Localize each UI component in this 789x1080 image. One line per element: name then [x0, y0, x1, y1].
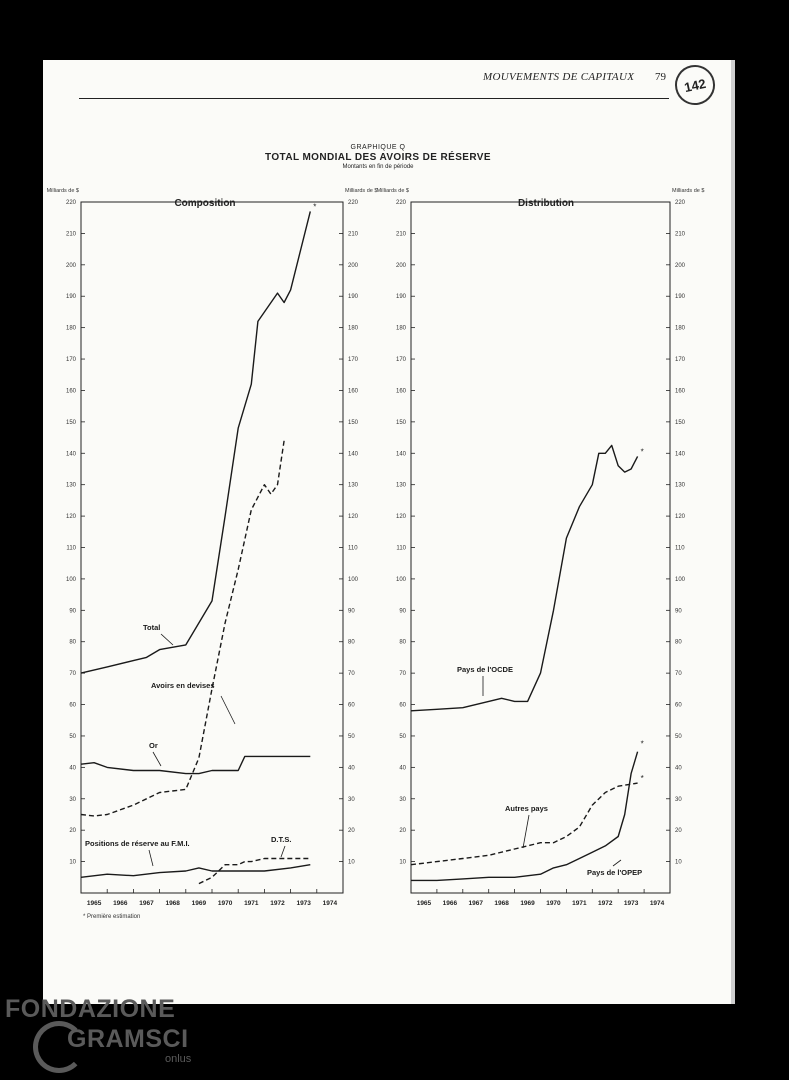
y-tick-label: 70 [69, 671, 76, 678]
y-tick-label: 120 [348, 514, 359, 521]
x-tick-label: 1970 [546, 900, 561, 907]
y-axis-label-right: Milliards de $ [672, 188, 705, 194]
series-leader-line [613, 860, 621, 866]
y-tick-label: 200 [348, 262, 359, 269]
chart-2-frame [411, 202, 670, 893]
watermark-line-3: onlus [165, 1053, 192, 1065]
figure-title: TOTAL MONDIAL DES AVOIRS DE RÉSERVE [265, 152, 491, 163]
series-label: Pays de l'OCDE [457, 665, 513, 674]
x-tick-label: 1972 [598, 900, 613, 907]
series-leader-line [221, 696, 235, 724]
y-tick-label: 100 [395, 576, 406, 583]
y-tick-label: 140 [395, 451, 406, 458]
y-tick-label: 90 [69, 608, 76, 615]
y-tick-label: 170 [395, 357, 406, 364]
y-tick-label: 140 [675, 451, 686, 458]
y-tick-label: 40 [675, 765, 682, 772]
x-tick-label: 1967 [139, 900, 154, 907]
y-tick-label: 120 [65, 514, 76, 521]
y-tick-label: 80 [399, 639, 406, 646]
x-tick-label: 1965 [416, 900, 432, 907]
y-tick-label: 80 [348, 639, 355, 646]
y-tick-label: 50 [399, 733, 406, 740]
y-tick-label: 10 [69, 859, 76, 866]
y-tick-label: 190 [65, 294, 76, 301]
y-tick-label: 220 [348, 200, 359, 206]
y-tick-label: 150 [65, 419, 76, 426]
y-tick-label: 220 [65, 200, 76, 206]
y-tick-label: 190 [395, 294, 406, 301]
y-tick-label: 30 [69, 796, 76, 803]
y-tick-label: 190 [675, 294, 686, 301]
x-tick-label: 1967 [468, 900, 483, 907]
y-tick-label: 100 [675, 576, 686, 583]
y-tick-label: 150 [348, 419, 359, 426]
chart-1-frame [81, 202, 343, 893]
y-tick-label: 20 [399, 828, 406, 835]
charts-canvas [43, 60, 735, 1004]
y-tick-label: 70 [348, 671, 355, 678]
y-axis-label-right: Milliards de $ [345, 188, 378, 194]
y-tick-label: 150 [675, 419, 686, 426]
y-tick-label: 50 [69, 733, 76, 740]
y-tick-label: 40 [348, 765, 355, 772]
series-leader-line [281, 846, 285, 857]
x-tick-label: 1972 [270, 900, 285, 907]
series-line-avoirs-en-devises [81, 441, 284, 816]
x-tick-label: 1968 [494, 900, 509, 907]
series-line-total [81, 211, 310, 673]
y-tick-label: 10 [348, 859, 355, 866]
x-tick-label: 1969 [191, 900, 207, 907]
estimate-marker: * [640, 774, 644, 784]
y-tick-label: 110 [675, 545, 685, 552]
y-tick-label: 180 [65, 325, 76, 332]
series-leader-line [153, 752, 161, 766]
watermark-line-2: GRAMSCI [67, 1025, 189, 1053]
y-axis-label-left: Milliards de $ [376, 188, 409, 194]
y-tick-label: 180 [395, 325, 406, 332]
y-tick-label: 160 [348, 388, 359, 395]
series-leader-line [149, 850, 153, 866]
y-tick-label: 90 [399, 608, 406, 615]
y-tick-label: 50 [675, 733, 682, 740]
y-tick-label: 30 [399, 796, 406, 803]
y-tick-label: 20 [675, 828, 682, 835]
y-tick-label: 90 [675, 608, 682, 615]
x-tick-label: 1974 [649, 900, 665, 907]
y-tick-label: 200 [65, 262, 76, 269]
y-tick-label: 110 [396, 545, 406, 552]
x-tick-label: 1966 [442, 900, 458, 907]
y-tick-label: 130 [348, 482, 359, 489]
estimate-marker: * [640, 739, 644, 749]
series-line-positions-de-r-serve-au-f-m-i [81, 865, 310, 878]
x-tick-label: 1974 [322, 900, 338, 907]
figure-subtitle: Montants en fin de période [342, 164, 414, 170]
y-tick-label: 30 [348, 796, 355, 803]
y-tick-label: 140 [348, 451, 359, 458]
x-tick-label: 1965 [86, 900, 102, 907]
y-tick-label: 80 [675, 639, 682, 646]
y-tick-label: 130 [65, 482, 76, 489]
y-tick-label: 180 [348, 325, 359, 332]
series-line-pays-de-l-ocde [411, 445, 638, 710]
y-tick-label: 200 [675, 262, 686, 269]
page-number: 79 [655, 71, 666, 83]
y-tick-label: 220 [675, 200, 686, 206]
y-axis-label-left: Milliards de $ [46, 188, 79, 194]
figure-label: GRAPHIQUE Q [350, 144, 406, 151]
x-tick-label: 1971 [244, 900, 259, 907]
series-line-autres-pays [411, 783, 638, 865]
y-tick-label: 60 [69, 702, 76, 709]
y-tick-label: 70 [675, 671, 682, 678]
series-leader-line [161, 634, 173, 645]
y-tick-label: 140 [65, 451, 76, 458]
y-tick-label: 220 [395, 200, 406, 206]
y-tick-label: 170 [348, 357, 359, 364]
x-tick-label: 1970 [217, 900, 233, 907]
series-label: Positions de réserve au F.M.I. [85, 839, 190, 848]
series-label: Avoirs en devises [151, 681, 215, 690]
y-tick-label: 110 [66, 545, 76, 552]
y-tick-label: 10 [399, 859, 406, 866]
y-tick-label: 130 [395, 482, 406, 489]
y-tick-label: 190 [348, 294, 359, 301]
x-tick-label: 1971 [572, 900, 587, 907]
y-tick-label: 60 [348, 702, 355, 709]
series-line-or [81, 756, 310, 773]
y-tick-label: 160 [65, 388, 76, 395]
y-tick-label: 210 [65, 231, 76, 238]
y-tick-label: 180 [675, 325, 686, 332]
watermark-line-1: FONDAZIONE [5, 995, 176, 1023]
y-tick-label: 60 [399, 702, 406, 709]
y-tick-label: 60 [675, 702, 682, 709]
y-tick-label: 130 [675, 482, 686, 489]
y-tick-label: 160 [675, 388, 686, 395]
y-tick-label: 70 [399, 671, 406, 678]
x-tick-label: 1966 [113, 900, 128, 907]
y-tick-label: 210 [395, 231, 406, 238]
estimate-marker: * [640, 447, 644, 457]
y-tick-label: 160 [395, 388, 406, 395]
series-label: D.T.S. [271, 835, 292, 844]
figure-footnote: * Première estimation [83, 914, 141, 920]
scanned-page [43, 60, 735, 1004]
watermark-logo [5, 995, 205, 1075]
x-tick-label: 1969 [520, 900, 535, 907]
x-tick-label: 1968 [165, 900, 180, 907]
y-tick-label: 20 [348, 828, 355, 835]
series-label: Total [143, 623, 161, 632]
estimate-marker: * [313, 202, 317, 212]
y-tick-label: 100 [65, 576, 76, 583]
y-tick-label: 210 [675, 231, 686, 238]
y-tick-label: 170 [675, 357, 686, 364]
series-label: Pays de l'OPEP [587, 868, 643, 877]
series-leader-line [523, 815, 529, 848]
y-tick-label: 90 [348, 608, 355, 615]
y-tick-label: 50 [348, 733, 355, 740]
handwritten-stamp: 142 [671, 61, 718, 108]
y-tick-label: 170 [65, 357, 76, 364]
y-tick-label: 10 [675, 859, 682, 866]
y-tick-label: 210 [348, 231, 359, 238]
y-tick-label: 40 [399, 765, 406, 772]
y-tick-label: 80 [69, 639, 76, 646]
y-tick-label: 20 [69, 828, 76, 835]
y-tick-label: 120 [395, 514, 406, 521]
chart-2-title: Distribution [517, 198, 575, 209]
series-label: Or [149, 741, 158, 750]
y-tick-label: 100 [348, 576, 359, 583]
y-tick-label: 150 [395, 419, 406, 426]
y-tick-label: 30 [675, 796, 682, 803]
y-tick-label: 200 [395, 262, 406, 269]
running-title: MOUVEMENTS DE CAPITAUX [483, 71, 635, 83]
chart-1-title: Composition [174, 198, 236, 209]
x-tick-label: 1973 [623, 900, 639, 907]
y-tick-label: 110 [348, 545, 358, 552]
y-tick-label: 120 [675, 514, 686, 521]
y-tick-label: 40 [69, 765, 76, 772]
x-tick-label: 1973 [296, 900, 311, 907]
series-label: Autres pays [505, 804, 548, 813]
